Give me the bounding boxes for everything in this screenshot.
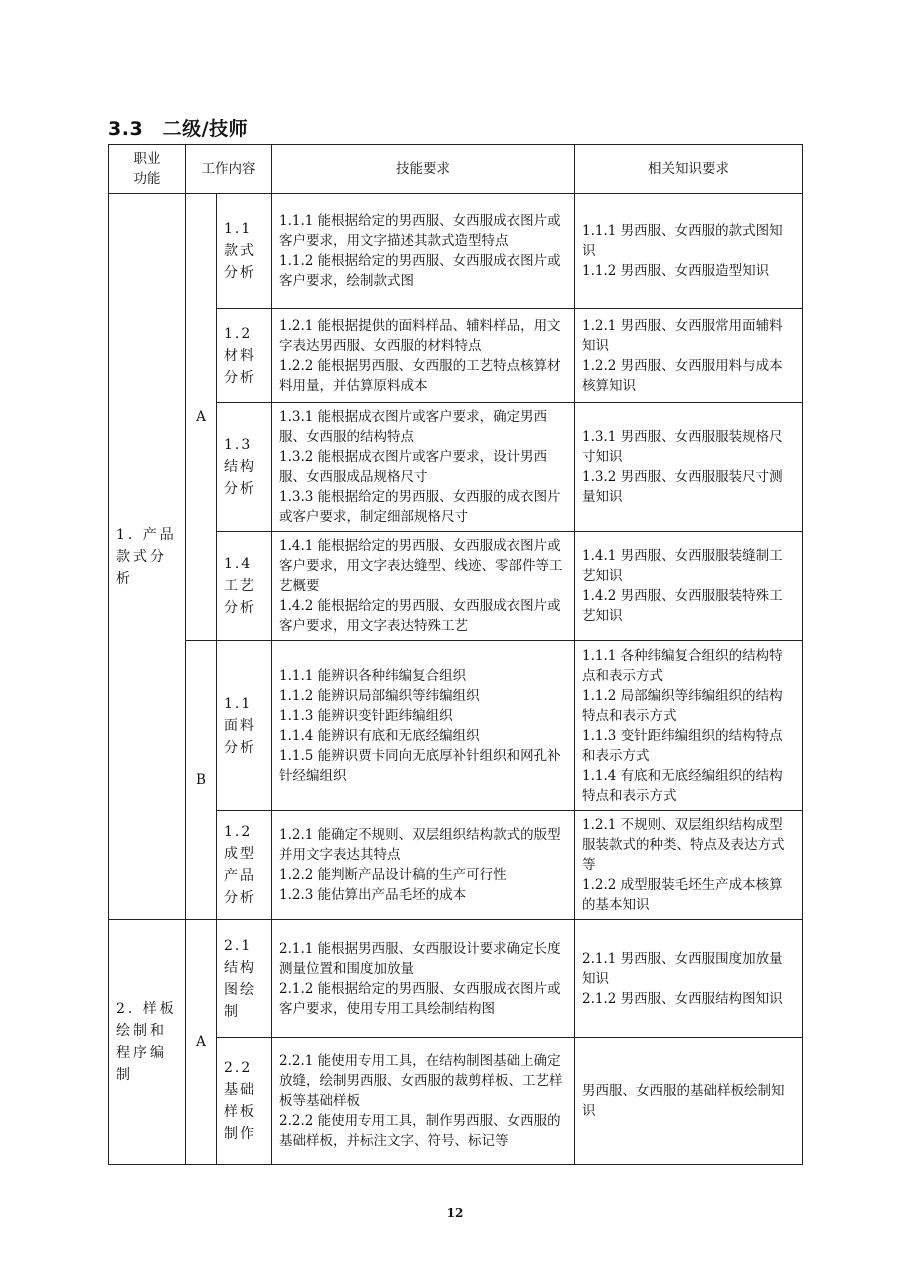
function-cell: 1. 产品款式分析 [109, 194, 186, 920]
header-work-content: 工作内容 [186, 145, 272, 194]
knowledge-cell [575, 1038, 803, 1165]
skill-item: 1.1.3 能辨识变针距纬编组织 [279, 707, 453, 724]
skill-item: 1.3.2 能根据成衣图片或客户要求，设计男西服、女西服成品规格尺寸 [279, 449, 548, 485]
skill-item: 1.1.5 能辨识贾卡同向无底厚补针组织和网孔补针经编组织 [279, 747, 561, 784]
knowledge-item: 1.1.4 有底和无底经编组织的结构特点和表示方式 [582, 767, 783, 804]
table-row [109, 194, 803, 309]
work-item-line: 1.2 [224, 824, 253, 840]
work-item-line: 分析 [224, 739, 256, 756]
skill-item: 1.3.1 能根据成衣图片或客户要求，确定男西服、女西服的结构特点 [279, 409, 548, 445]
function-cell: 2. 样板绘制和程序编制 [109, 920, 186, 1165]
skill-item: 1.1.2 能辨识局部编织等纬编组织 [279, 687, 480, 704]
knowledge-item: 男西服、女西服的基础样板绘制知识 [582, 1083, 785, 1119]
work-item-cell [217, 641, 272, 811]
work-item-cell [217, 920, 272, 1038]
knowledge-item: 1.4.2 男西服、女西服服装特殊工艺知识 [582, 588, 783, 624]
level-cell: A [186, 920, 217, 1165]
skill-cell [272, 1038, 575, 1165]
knowledge-item: 1.1.2 男西服、女西服造型知识 [582, 263, 770, 279]
work-item-line: 成型 [224, 846, 256, 862]
work-item-line: 图绘 [224, 981, 256, 998]
work-item-line: 1.2 [224, 325, 253, 342]
work-item-line: 分析 [224, 890, 256, 906]
work-item-cell [217, 403, 272, 532]
skill-item: 1.1.1 能辨识各种纬编复合组织 [279, 667, 467, 684]
skill-cell [272, 641, 575, 811]
skill-cell [272, 811, 575, 920]
work-item-cell [217, 1038, 272, 1165]
skill-item: 1.4.1 能根据给定的男西服、女西服成衣图片或客户要求，用文字表达缝型、线迹、零部件等工艺概要 [279, 538, 563, 594]
work-item-line: 分析 [224, 369, 256, 386]
skill-requirements-table [108, 144, 803, 1165]
page-number: 12 [446, 1206, 464, 1220]
skill-item: 2.1.1 能根据男西服、女西服设计要求确定长度测量位置和围度加放量 [279, 940, 561, 977]
work-item-line: 1.1 [224, 695, 253, 712]
work-item-line: 样板 [224, 1104, 256, 1120]
work-item-cell [217, 532, 272, 641]
table-row [109, 641, 803, 811]
knowledge-cell [575, 194, 803, 309]
work-item-line: 工艺 [224, 578, 256, 594]
header-related-knowledge: 相关知识要求 [575, 145, 803, 194]
skill-item: 2.2.2 能使用专用工具，制作男西服、女西服的基础样板，并标注文字、符号、标记等 [279, 1113, 561, 1149]
skill-cell [272, 309, 575, 403]
work-item-line: 分析 [224, 600, 256, 616]
header-function-line: 功能 [133, 171, 161, 187]
table-header-row [109, 145, 803, 194]
skill-item: 1.1.4 能辨识有底和无底经编组织 [279, 727, 480, 744]
knowledge-item: 1.1.1 男西服、女西服的款式图知识 [582, 223, 783, 259]
work-item-line: 2.2 [224, 1060, 253, 1076]
work-item-line: 基础 [224, 1082, 256, 1098]
skill-item: 1.1.2 能根据给定的男西服、女西服成衣图片或客户要求，绘制款式图 [279, 253, 561, 289]
skill-item: 1.2.2 能判断产品设计稿的生产可行性 [279, 867, 507, 883]
knowledge-item: 1.4.1 男西服、女西服服装缝制工艺知识 [582, 548, 783, 584]
work-item-line: 制作 [224, 1126, 256, 1142]
knowledge-item: 2.1.2 男西服、女西服结构图知识 [582, 990, 783, 1007]
knowledge-item: 1.1.2 局部编织等纬编组织的结构特点和表示方式 [582, 687, 783, 724]
work-item-line: 面料 [224, 717, 256, 734]
knowledge-cell [575, 532, 803, 641]
work-item-line: 分析 [224, 265, 256, 281]
knowledge-cell [575, 309, 803, 403]
skill-cell [272, 920, 575, 1038]
skill-item: 2.1.2 能根据给定的男西服、女西服成衣图片或客户要求，使用专用工具绘制结构图 [279, 980, 561, 1017]
skill-item: 2.2.1 能使用专用工具，在结构制图基础上确定放缝，绘制男西服、女西服的裁剪样板、工艺样板等基础样板 [279, 1053, 563, 1109]
knowledge-item: 1.2.2 成型服装毛坯生产成本核算的基本知识 [582, 877, 783, 913]
work-item-line: 制 [224, 1003, 240, 1020]
skill-item: 1.2.2 能根据男西服、女西服的工艺特点核算材料用量，并估算原料成本 [279, 357, 561, 394]
skill-item: 1.1.1 能根据给定的男西服、女西服成衣图片或客户要求，用文字描述其款式造型特点 [279, 213, 561, 249]
level-cell: B [186, 641, 217, 920]
skill-cell [272, 403, 575, 532]
knowledge-item: 1.2.2 男西服、女西服用料与成本核算知识 [582, 357, 783, 394]
knowledge-cell [575, 920, 803, 1038]
skill-item: 1.3.3 能根据给定的男西服、女西服的成衣图片或客户要求，制定细部规格尺寸 [279, 489, 561, 525]
section-title: 3.3 二级/技师 [108, 118, 249, 140]
knowledge-item: 2.1.1 男西服、女西服围度加放量知识 [582, 950, 783, 987]
header-function-line: 职业 [133, 151, 161, 167]
work-item-line: 分析 [224, 481, 256, 497]
work-item-line: 结构 [224, 459, 256, 475]
work-item-line: 1.3 [224, 437, 253, 453]
table-row [109, 920, 803, 1038]
skill-item: 1.4.2 能根据给定的男西服、女西服成衣图片或客户要求，用文字表达特殊工艺 [279, 598, 561, 634]
knowledge-cell [575, 403, 803, 532]
knowledge-cell [575, 641, 803, 811]
work-item-line: 材料 [224, 347, 256, 364]
work-item-line: 款式 [224, 243, 256, 259]
work-item-cell [217, 194, 272, 309]
knowledge-item: 1.2.1 男西服、女西服常用面辅料知识 [582, 317, 783, 354]
work-item-line: 2.1 [224, 937, 253, 954]
skill-cell [272, 532, 575, 641]
header-skill-requirements: 技能要求 [272, 145, 575, 194]
knowledge-cell [575, 811, 803, 920]
knowledge-item: 1.3.1 男西服、女西服服装规格尺寸知识 [582, 429, 783, 465]
work-item-line: 产品 [224, 868, 256, 884]
work-item-line: 1.1 [224, 221, 253, 237]
skill-item: 1.2.3 能估算出产品毛坯的成本 [279, 887, 467, 903]
work-item-line: 1.4 [224, 556, 253, 572]
work-item-cell [217, 811, 272, 920]
knowledge-item: 1.1.1 各种纬编复合组织的结构特点和表示方式 [582, 647, 783, 684]
work-item-cell [217, 309, 272, 403]
knowledge-item: 1.1.3 变针距纬编组织的结构特点和表示方式 [582, 727, 783, 764]
level-cell: A [186, 194, 217, 641]
knowledge-item: 1.3.2 男西服、女西服服装尺寸测量知识 [582, 469, 783, 505]
skill-item: 1.2.1 能根据提供的面料样品、辅料样品，用文字表达男西服、女西服的材料特点 [279, 317, 561, 354]
knowledge-item: 1.2.1 不规则、双层组织结构成型服装款式的种类、特点及表达方式等 [582, 817, 785, 873]
header-function [109, 145, 186, 194]
skill-cell [272, 194, 575, 309]
skill-item: 1.2.1 能确定不规则、双层组织结构款式的版型并用文字表达其特点 [279, 827, 561, 863]
work-item-line: 结构 [224, 959, 256, 976]
